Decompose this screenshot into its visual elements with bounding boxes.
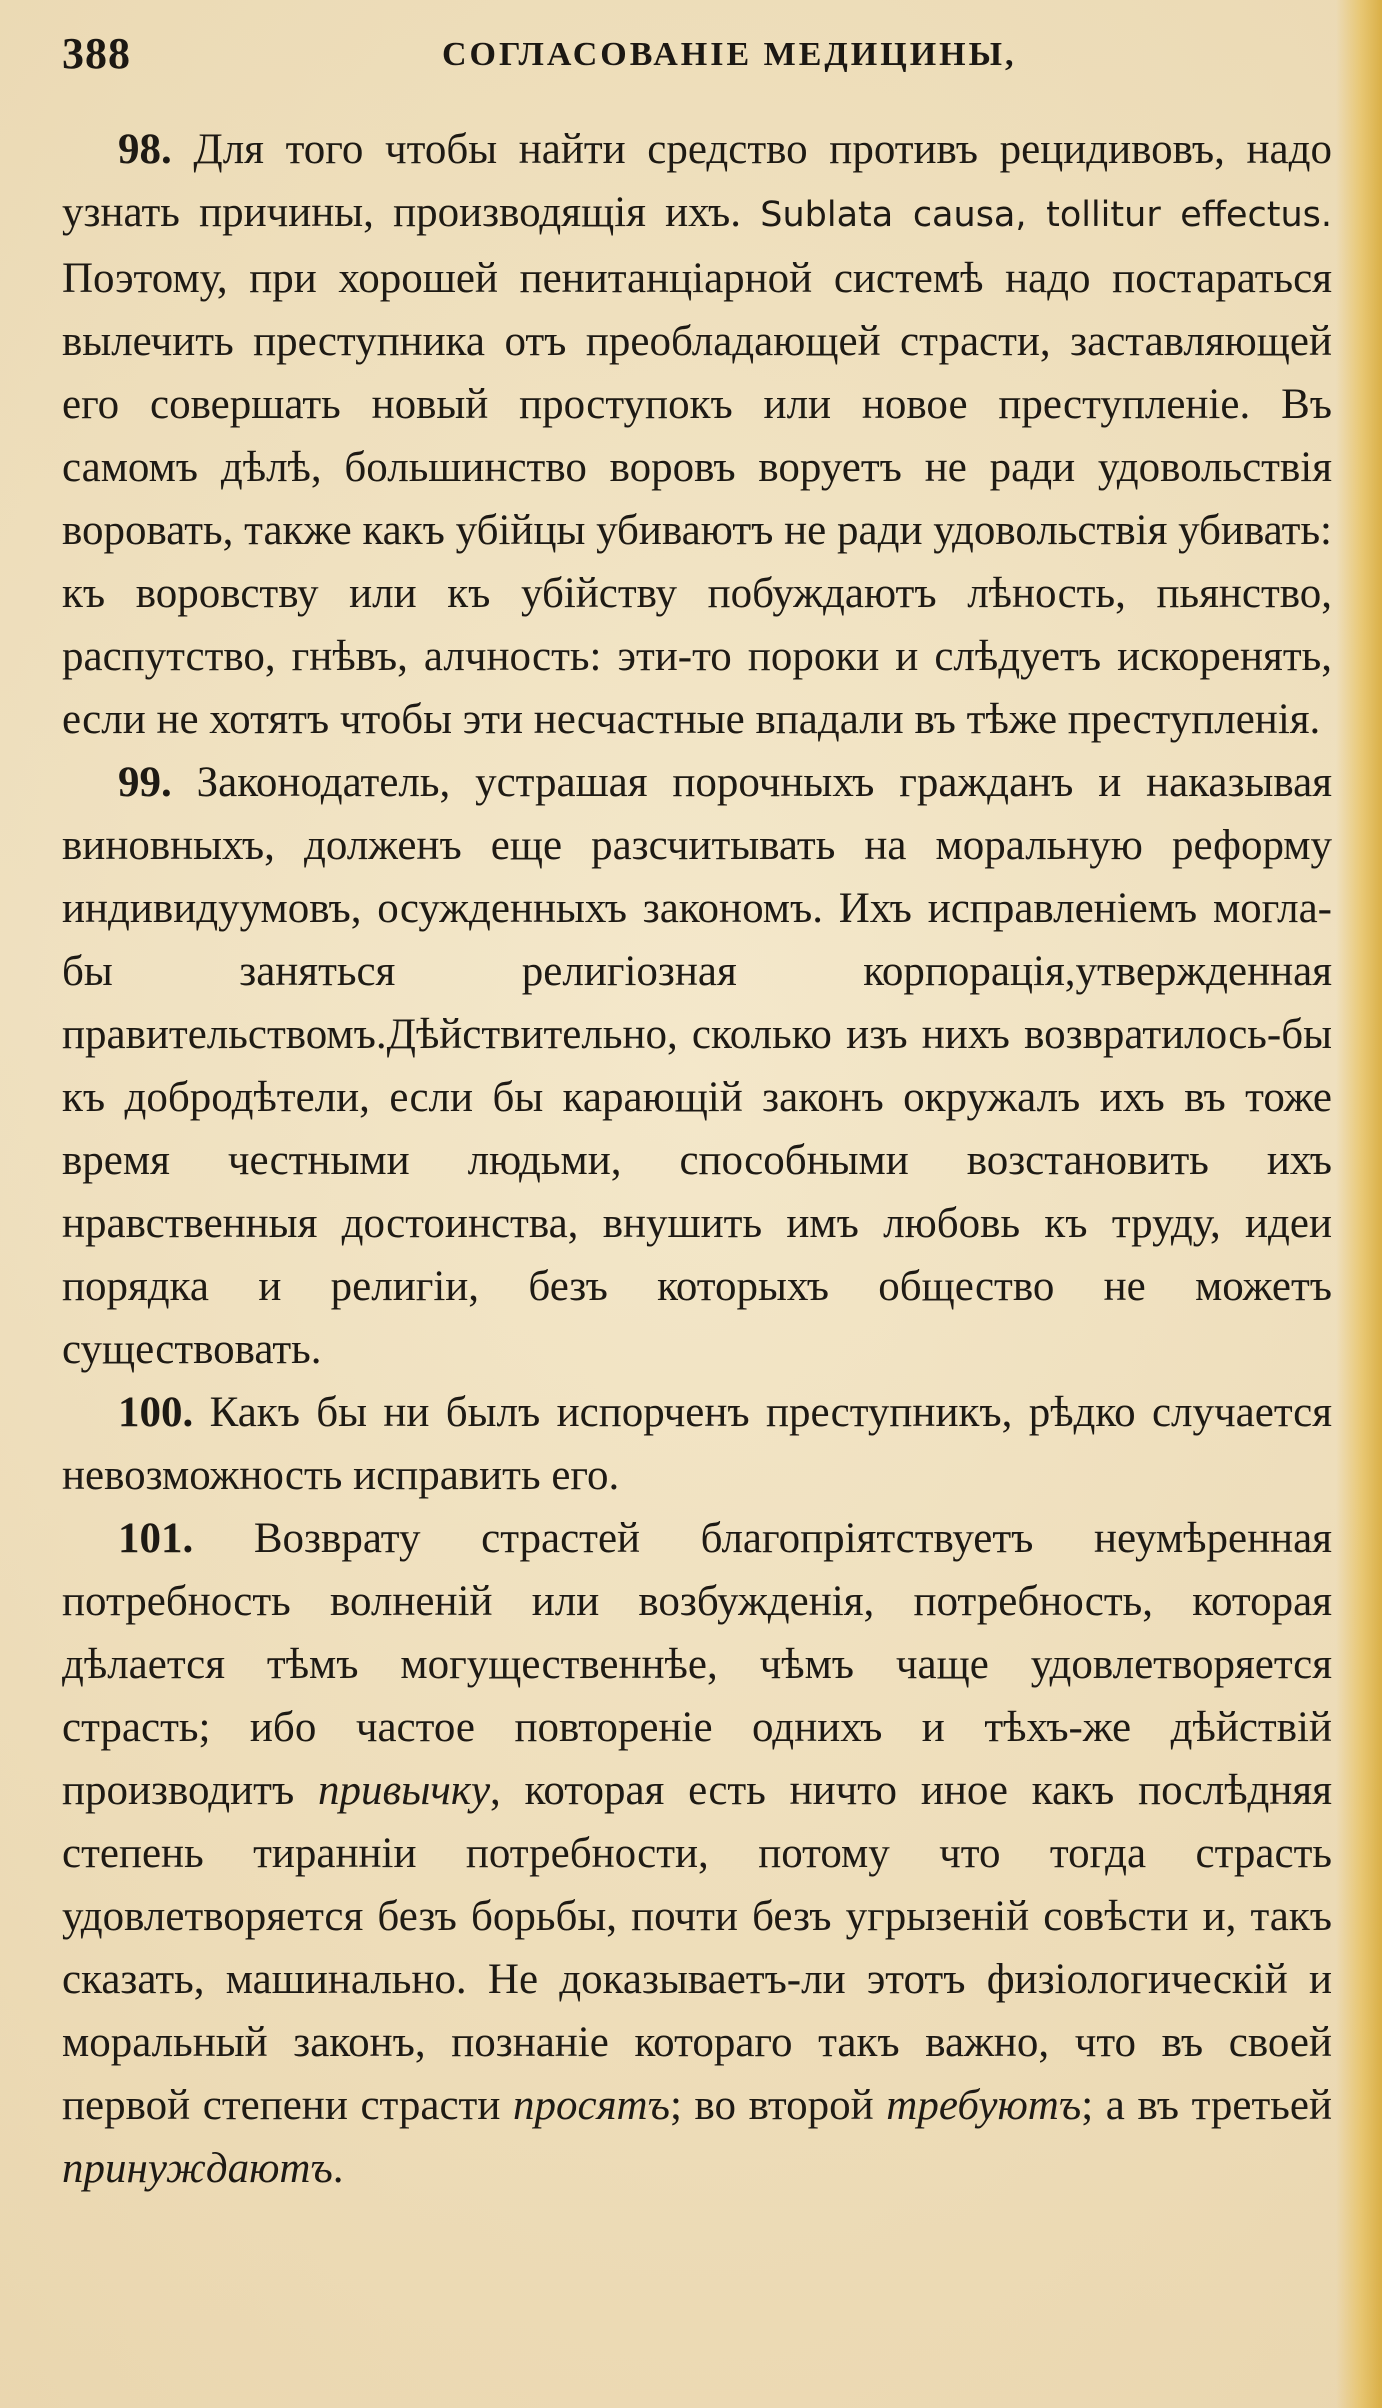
paragraph-99 xyxy=(62,751,1332,1381)
page-header xyxy=(62,28,1312,88)
paragraph-number: 98. xyxy=(118,126,172,173)
italic-term: принуждаютъ xyxy=(62,2145,333,2192)
running-title: СОГЛАСОВАНІЕ МЕДИЦИНЫ, xyxy=(442,36,1017,73)
body-text xyxy=(62,118,1332,2200)
paragraph-text: Поэтому, при хорошей пенитанціарной системѣ надо постараться вылечить преступника отъ преобладающей страсти, заставляющей его совершать новый проступокъ или новое преступленіе. Въ самомъ дѣлѣ, большинство воровъ воруетъ не ради удовольствія воровать, также какъ убійцы убиваютъ не ради удовольствія убивать: къ воровству или къ убійству побуждаютъ лѣность, пьянство, распутство, гнѣвъ, алчность: эти-то пороки и слѣдуетъ искоренять, если не хотятъ чтобы эти несчастные впадали въ тѣже преступленія. xyxy=(62,255,1332,743)
paragraph-text: Возврату страстей благопріятствуетъ неумѣренная потребность волненій или возбужденія, потребность, которая дѣлается тѣмъ могущественнѣе, чѣмъ чаще удовлетворяется страсть; ибо частое повтореніе однихъ и тѣхъ-же дѣйствій производитъ xyxy=(62,1515,1332,1814)
paragraph-text: Законодатель, устрашая порочныхъ гражданъ и наказывая виновныхъ, долженъ еще разсчитывать на моральную реформу индивидуумовъ, осужденныхъ закономъ. Ихъ исправленіемъ могла-бы заняться религіозная корпорація,утвержденная правительствомъ.Дѣйствительно, сколько изъ нихъ возвратилось-бы къ добродѣтели, если бы карающій законъ окружалъ ихъ въ тоже время честными людьми, способными возстановить ихъ нравственныя достоинства, внушить имъ любовь къ труду, идеи порядка и религіи, безъ которыхъ общество не можетъ существовать. xyxy=(62,759,1332,1373)
paragraph-101 xyxy=(62,1507,1332,2200)
latin-quote: Sublata causa, tollitur effectus. xyxy=(760,195,1333,235)
paragraph-100 xyxy=(62,1381,1332,1507)
paragraph-text: Какъ бы ни былъ испорченъ преступникъ, рѣдко случается невозможность исправить его. xyxy=(62,1389,1332,1499)
paragraph-number: 99. xyxy=(118,759,172,806)
page-edge-stain xyxy=(1336,0,1382,2408)
paragraph-text: Для того чтобы найти средство противъ рецидивовъ, надо узнать причины, производящія ихъ. xyxy=(62,126,1332,236)
italic-term: требуютъ xyxy=(886,2082,1082,2129)
italic-term: привычку xyxy=(318,1767,491,1814)
paragraph-text: . xyxy=(332,2145,344,2192)
paragraph-text: ; во второй xyxy=(669,2082,887,2129)
page-number: 388 xyxy=(62,29,131,78)
paragraph-number: 101. xyxy=(118,1515,194,1562)
paragraph-text: ; а въ третьей xyxy=(1081,2082,1332,2129)
paragraph-text: , которая есть ничто иное какъ послѣдняя степень тиранніи потребности, потому что тогда страсть удовлетворяется безъ борьбы, почти безъ угрызеній совѣсти и, такъ сказать, машинально. Не доказываетъ-ли этотъ физіологическій и моральный законъ, познаніе котораго такъ важно, что въ своей первой степени страсти xyxy=(62,1767,1332,2129)
italic-term: просятъ xyxy=(512,2082,670,2129)
paragraph-number: 100. xyxy=(118,1389,194,1436)
paragraph-98 xyxy=(62,118,1332,751)
